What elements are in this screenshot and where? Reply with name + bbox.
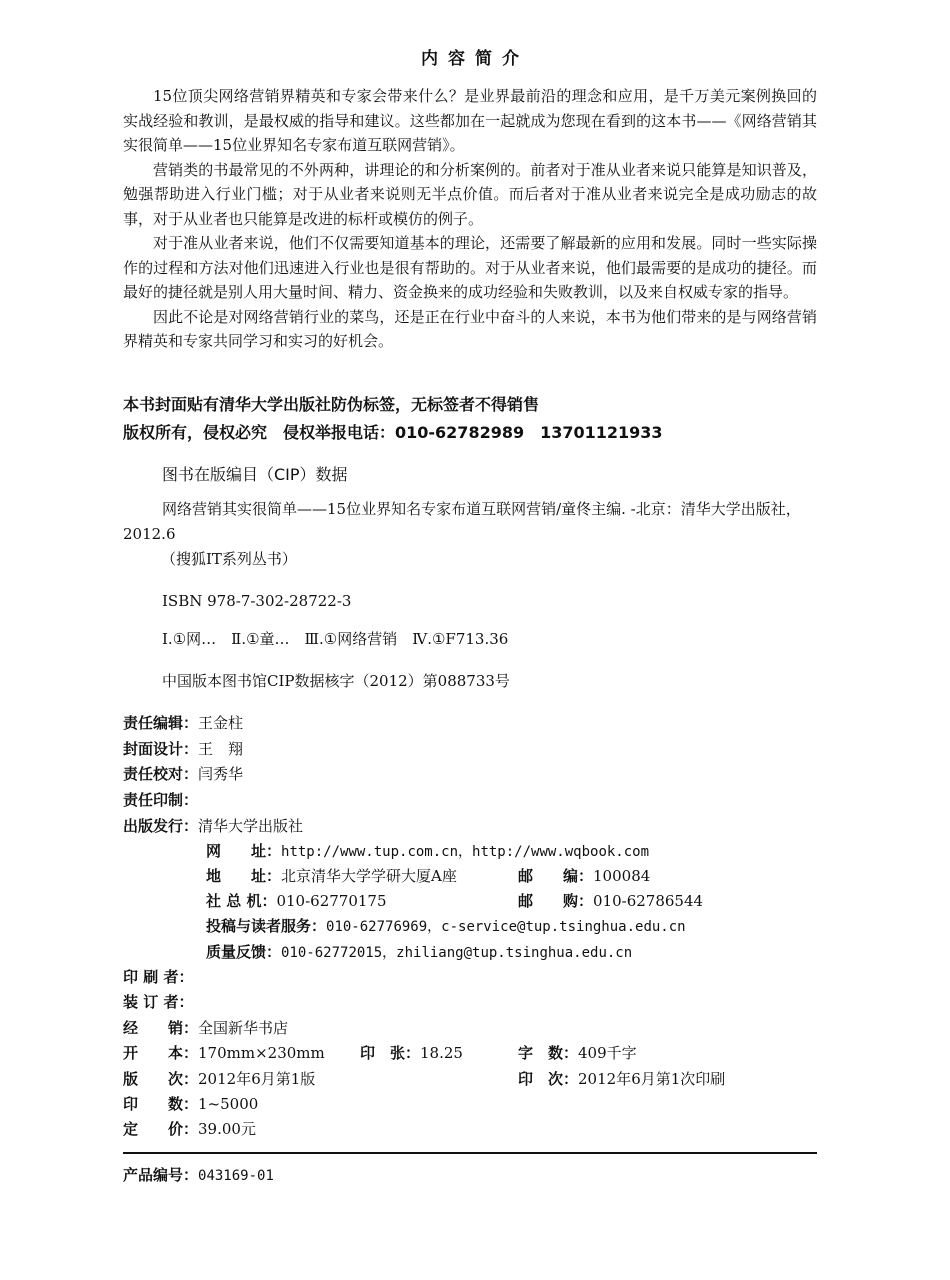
format-value: 170mm×230mm [198,1044,325,1062]
credit-product-code [123,1164,274,1185]
credit-format [123,1042,325,1063]
edition-label: 版 次： [123,1070,199,1088]
credit-address [206,865,457,886]
binder-label: 装 订 者： [123,993,194,1011]
mail-order-label: 邮 购： [518,892,594,910]
sheets-value: 18.25 [420,1044,463,1062]
page-title: 内容简介 [421,49,529,69]
credit-publisher [123,815,303,836]
credit-website [206,840,649,861]
printer-label: 印 刷 者： [123,968,194,986]
mail-order-value: 010-62786544 [593,892,704,910]
sheets-label: 印 张： [360,1044,421,1062]
distributor-value: 全国新华书店 [198,1019,289,1037]
credit-word-count [518,1042,637,1063]
credit-quality-feedback [206,941,632,962]
editor-label: 责任编辑： [123,714,199,732]
address-label: 地 址： [206,867,282,885]
distributor-label: 经 销： [123,1019,199,1037]
credit-cover-design [123,738,243,759]
credit-printer [123,966,193,987]
credit-print-run [123,1093,258,1114]
credit-edition [123,1068,315,1089]
credit-impression [518,1068,725,1089]
intro-paragraph-1: 15位顶尖网络营销界精英和专家会带来什么？是业界最前沿的理念和应用，是千万美元案例换回的实战经验和教训，是最权威的指导和建议。这些都加在一起就成为您现在看到的这本书——《网络营销其实很简单——15位业界知名专家布道互联网营销》。 [123,87,817,154]
edition-value: 2012年6月第1版 [198,1070,316,1088]
cip-entry: 网络营销其实很简单——15位业界知名专家布道互联网营销/童佟主编. -北京：清华大学出版社，2012.6 [123,500,801,543]
impression-value: 2012年6月第1次印刷 [578,1070,726,1088]
print-resp-label: 责任印制： [123,791,199,809]
intro-paragraph-3: 对于准从业者来说，他们不仅需要知道基本的理论，还需要了解最新的应用和发展。同时一些实际操作的过程和方法对他们迅速进入行业也是很有帮助的。对于从业者来说，他们最需要的是成功的捷径。而最好的捷径就是别人用大量时间、精力、资金换来的成功经验和失败教训，以及来自权威专家的指导。 [123,234,817,301]
cip-series: （搜狐IT系列丛书） [161,550,297,568]
credit-price [123,1118,256,1139]
cip-record: 中国版本图书馆CIP数据核字（2012）第088733号 [162,672,510,690]
bottom-divider [123,1152,817,1154]
credit-reader-service [206,915,686,936]
copyright-notice: 版权所有，侵权必究 侵权举报电话：010-62782989 13701121933 [123,423,663,442]
credit-postcode [518,865,650,886]
price-label: 定 价： [123,1120,199,1138]
credit-mail-order [518,890,703,911]
reader-service-value: 010-62776969，c-service@tup.tsinghua.edu.cn [326,919,686,935]
cover-value: 王 翔 [198,740,244,758]
impression-label: 印 次： [518,1070,579,1088]
quality-value: 010-62772015，zhiliang@tup.tsinghua.edu.cn [281,945,633,961]
intro-paragraph-4: 因此不论是对网络营销行业的菜鸟，还是正在行业中奋斗的人来说，本书为他们带来的是与网络营销界精英和专家共同学习和实习的好机会。 [123,307,817,350]
publisher-label: 出版发行： [123,817,199,835]
credit-sheets [360,1042,463,1063]
print-run-value: 1~5000 [198,1095,259,1113]
proof-label: 责任校对： [123,765,199,783]
cover-label: 封面设计： [123,740,199,758]
reader-service-label: 投稿与读者服务： [206,917,327,935]
switchboard-value: 010-62770175 [276,892,387,910]
cip-classification: Ⅰ.①网… Ⅱ.①童… Ⅲ.①网络营销 Ⅳ.①F713.36 [162,630,509,648]
cip-entry-block [123,497,817,572]
address-value: 北京清华大学学研大厦A座 [281,867,457,885]
price-value: 39.00元 [198,1120,256,1138]
postcode-label: 邮 编： [518,867,594,885]
product-code-value: 043169-01 [198,1168,274,1184]
quality-label: 质量反馈： [206,943,282,961]
product-code-label: 产品编号： [123,1166,199,1184]
web-value: http://www.tup.com.cn，http://www.wqbook.com [281,844,650,860]
publisher-value: 清华大学出版社 [198,817,304,835]
words-label: 字 数： [518,1044,579,1062]
format-label: 开 本： [123,1044,199,1062]
switchboard-label: 社 总 机： [206,892,277,910]
credit-proofreader [123,763,243,784]
anti-counterfeit-notice: 本书封面贴有清华大学出版社防伪标签，无标签者不得销售 [123,395,540,414]
proof-value: 闫秀华 [198,765,244,783]
credit-binder [123,991,193,1012]
cip-title: 图书在版编目（CIP）数据 [162,465,348,484]
credit-editor [123,712,243,733]
credit-print-responsible [123,789,198,810]
words-value: 409千字 [578,1044,637,1062]
postcode-value: 100084 [593,867,651,885]
intro-paragraph-2: 营销类的书最常见的不外两种，讲理论的和分析案例的。前者对于准从业者来说只能算是知识普及，勉强帮助进入行业门槛；对于从业者来说则无半点价值。而后者对于准从业者来说完全是成功励志的故事，对于从业者也只能算是改进的标杆或模仿的例子。 [123,160,817,228]
credit-distributor [123,1017,288,1038]
book-introduction [123,84,817,354]
editor-value: 王金柱 [198,714,244,732]
web-label: 网 址： [206,842,282,860]
cip-isbn: ISBN 978-7-302-28722-3 [162,592,352,610]
credit-switchboard [206,890,387,911]
print-run-label: 印 数： [123,1095,199,1113]
